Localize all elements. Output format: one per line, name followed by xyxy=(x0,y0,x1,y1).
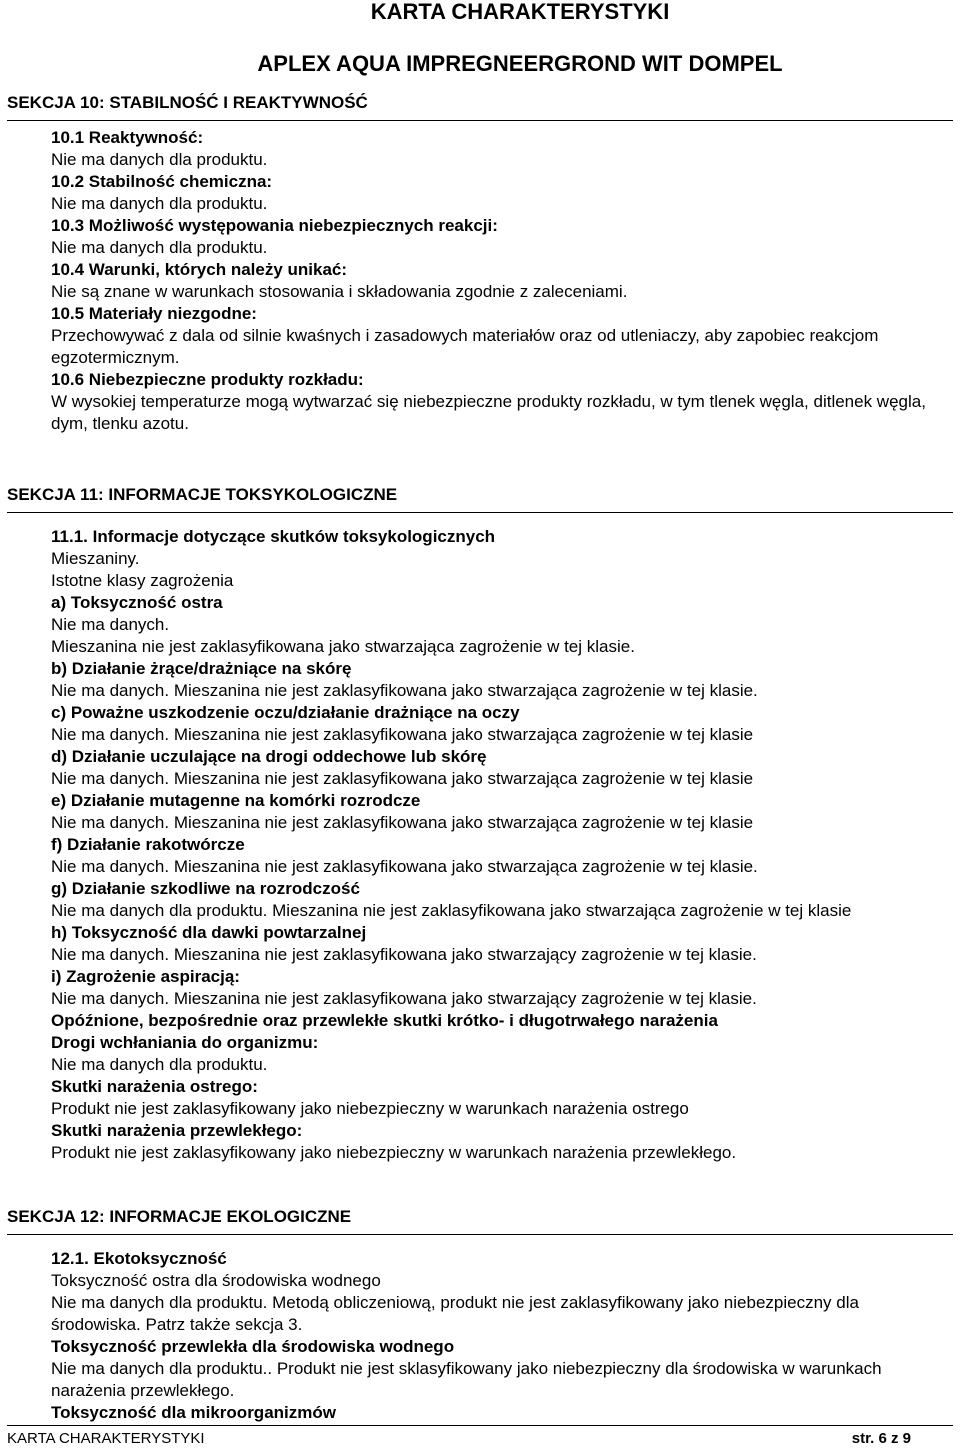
paragraph-text: Przechowywać z dala od silnie kwaśnych i zasadowych materiałów oraz od utleniaczy, aby zapobiec reakcjom egzotermicznym. xyxy=(51,326,879,367)
section-11-body xyxy=(51,526,952,1164)
subsection-heading: g) Działanie szkodliwe na rozrodczość xyxy=(51,879,360,898)
paragraph-text: Nie ma danych. xyxy=(51,615,170,634)
paragraph-text: Istotne klasy zagrożenia xyxy=(51,571,234,590)
paragraph-text: Nie ma danych. Mieszanina nie jest zaklasyfikowana jako stwarzająca zagrożenie w tej klasie xyxy=(51,769,754,788)
paragraph-text: Nie ma danych dla produktu. xyxy=(51,194,268,213)
paragraph-text: Nie ma danych dla produktu.. Produkt nie jest sklasyfikowany jako niebezpieczny dla środowiska w warunkach narażenia przewlekłego. xyxy=(51,1359,882,1400)
subsection-heading: 11.1. Informacje dotyczące skutków toksykologicznych xyxy=(51,527,496,546)
section-12-body xyxy=(51,1248,952,1424)
subsection-heading: Skutki narażenia przewlekłego: xyxy=(51,1121,303,1140)
paragraph-text: Nie ma danych. Mieszanina nie jest zaklasyfikowana jako stwarzająca zagrożenie w tej klasie xyxy=(51,725,754,744)
paragraph-text: Nie ma danych. Mieszanina nie jest zaklasyfikowana jako stwarzająca zagrożenie w tej klasie xyxy=(51,813,754,832)
paragraph-text: Nie ma danych dla produktu. Metodą obliczeniową, produkt nie jest zaklasyfikowany jako niebezpieczny dla środowiska. Patrz także sekcja 3. xyxy=(51,1293,859,1334)
subsection-heading: i) Zagrożenie aspiracją: xyxy=(51,967,240,986)
paragraph-text: W wysokiej temperaturze mogą wytwarzać się niebezpieczne produkty rozkładu, w tym tlenek węgla, ditlenek węgla, dym, tlenku azotu. xyxy=(51,392,926,433)
subsection-heading: b) Działanie żrące/drażniące na skórę xyxy=(51,659,352,678)
paragraph-text: Produkt nie jest zaklasyfikowany jako niebezpieczny w warunkach narażenia ostrego xyxy=(51,1099,689,1118)
paragraph-text: Nie są znane w warunkach stosowania i składowania zgodnie z zaleceniami. xyxy=(51,282,628,301)
section-12-heading: SEKCJA 12: INFORMACJE EKOLOGICZNE xyxy=(7,1206,953,1235)
subsection-heading: 10.4 Warunki, których należy unikać: xyxy=(51,260,348,279)
section-10-body xyxy=(51,127,952,435)
subsection-heading: d) Działanie uczulające na drogi oddechowe lub skórę xyxy=(51,747,487,766)
paragraph-text: Mieszaniny. xyxy=(51,549,140,568)
subsection-heading: 10.1 Reaktywność: xyxy=(51,128,204,147)
page-footer xyxy=(7,1425,953,1452)
paragraph-text: Nie ma danych. Mieszanina nie jest zaklasyfikowana jako stwarzający zagrożenie w tej klasie. xyxy=(51,945,757,964)
subsection-heading: a) Toksyczność ostra xyxy=(51,593,223,612)
subsection-heading: h) Toksyczność dla dawki powtarzalnej xyxy=(51,923,367,942)
document-title: KARTA CHARAKTERYSTYKI xyxy=(370,0,670,24)
paragraph-text: Nie ma danych dla produktu. xyxy=(51,238,268,257)
subsection-heading: 10.2 Stabilność chemiczna: xyxy=(51,172,273,191)
paragraph-text: Toksyczność ostra dla środowiska wodnego xyxy=(51,1271,381,1290)
paragraph-text: Nie ma danych. Mieszanina nie jest zaklasyfikowana jako stwarzająca zagrożenie w tej klasie. xyxy=(51,681,758,700)
paragraph-text: Produkt nie jest zaklasyfikowany jako niebezpieczny w warunkach narażenia przewlekłego. xyxy=(51,1143,737,1162)
section-11-heading: SEKCJA 11: INFORMACJE TOKSYKOLOGICZNE xyxy=(7,484,953,513)
subsection-heading: e) Działanie mutagenne na komórki rozrodcze xyxy=(51,791,421,810)
page-number: str. 6 z 9 xyxy=(851,1430,911,1447)
paragraph-text: Nie ma danych dla produktu. Mieszanina nie jest zaklasyfikowana jako stwarzająca zagrożenie w tej klasie xyxy=(51,901,852,920)
section-10-heading: SEKCJA 10: STABILNOŚĆ I REAKTYWNOŚĆ xyxy=(7,92,953,121)
paragraph-text: Mieszanina nie jest zaklasyfikowana jako stwarzająca zagrożenie w tej klasie. xyxy=(51,637,635,656)
subsection-heading: c) Poważne uszkodzenie oczu/działanie drażniące na oczy xyxy=(51,703,520,722)
paragraph-text: Nie ma danych. Mieszanina nie jest zaklasyfikowana jako stwarzający zagrożenie w tej klasie. xyxy=(51,989,757,1008)
subsection-heading: 12.1. Ekotoksyczność xyxy=(51,1249,227,1268)
subsection-heading: 10.5 Materiały niezgodne: xyxy=(51,304,257,323)
subsection-heading: 10.3 Możliwość występowania niebezpiecznych reakcji: xyxy=(51,216,498,235)
subsection-heading: Toksyczność przewlekła dla środowiska wodnego xyxy=(51,1337,455,1356)
product-name: APLEX AQUA IMPREGNEERGROND WIT DOMPEL xyxy=(257,51,783,76)
subsection-heading: Toksyczność dla mikroorganizmów xyxy=(51,1403,336,1422)
paragraph-text: Nie ma danych. Mieszanina nie jest zaklasyfikowana jako stwarzająca zagrożenie w tej klasie. xyxy=(51,857,758,876)
subsection-heading: f) Działanie rakotwórcze xyxy=(51,835,245,854)
subsection-heading: 10.6 Niebezpieczne produkty rozkładu: xyxy=(51,370,364,389)
subsection-heading: Opóźnione, bezpośrednie oraz przewlekłe skutki krótko- i długotrwałego narażenia xyxy=(51,1011,718,1030)
paragraph-text: Nie ma danych dla produktu. xyxy=(51,1055,268,1074)
footer-document-title: KARTA CHARAKTERYSTYKI xyxy=(7,1430,205,1447)
subsection-heading: Skutki narażenia ostrego: xyxy=(51,1077,258,1096)
subsection-heading: Drogi wchłaniania do organizmu: xyxy=(51,1033,319,1052)
paragraph-text: Nie ma danych dla produktu. xyxy=(51,150,268,169)
